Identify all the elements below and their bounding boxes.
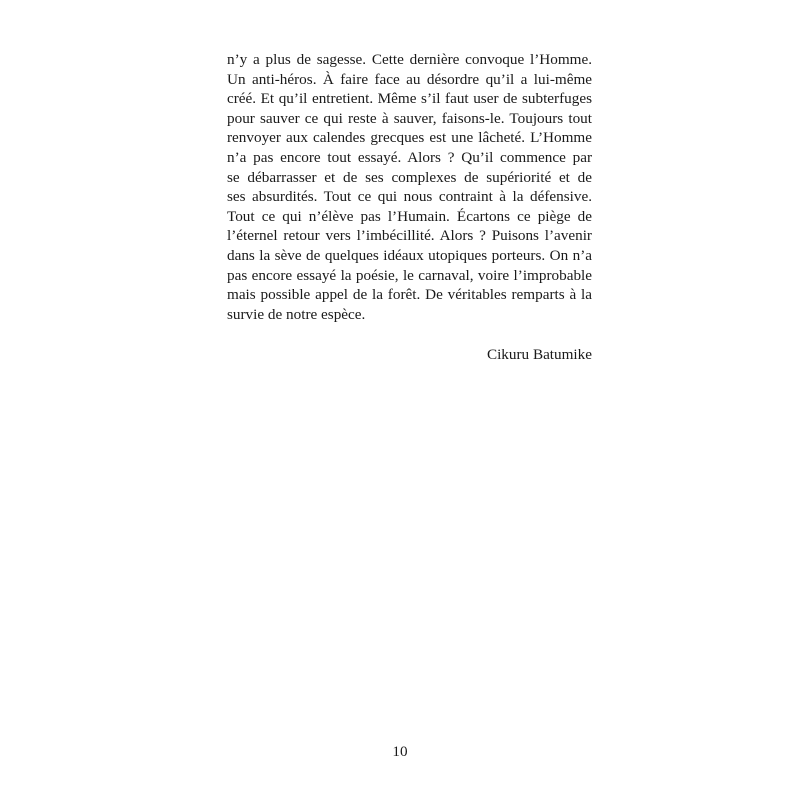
text-line-last: survie de notre espèce.: [227, 305, 366, 323]
text-line: l’éternel retour vers l’imbécillité. Alors ? Puisons l’avenir: [227, 227, 592, 245]
text-line: dans la sève de quelques idéaux utopiques porteurs. On n’a: [227, 246, 592, 264]
text-line: créé. Et qu’il entretient. Même s’il faut user de subterfuges: [227, 90, 592, 108]
text-line: n’a pas encore tout essayé. Alors ? Qu’il commence par: [227, 148, 592, 166]
text-line: ses absurdités. Tout ce qui nous contraint à la défensive.: [227, 188, 592, 206]
text-line: mais possible appel de la forêt. De véritables remparts à la: [227, 286, 592, 304]
author-signature: Cikuru Batumike: [486, 346, 592, 363]
text-line: pour sauver ce qui reste à sauver, faisons-le. Toujours tout: [227, 109, 592, 127]
text-line: se débarrasser et de ses complexes de supériorité et de: [227, 168, 592, 186]
text-line: n’y a plus de sagesse. Cette dernière convoque l’Homme.: [227, 51, 592, 68]
page-number: 10: [392, 743, 408, 760]
text-line: renvoyer aux calendes grecques est une lâcheté. L’Homme: [227, 129, 592, 147]
body-text: [227, 50, 592, 324]
text-line: Tout ce qui n’élève pas l’Humain. Écartons ce piège de: [227, 207, 592, 225]
text-line: Un anti-héros. À faire face au désordre qu’il a lui-même: [227, 70, 592, 88]
text-line: pas encore essayé la poésie, le carnaval, voire l’improbable: [227, 266, 592, 284]
